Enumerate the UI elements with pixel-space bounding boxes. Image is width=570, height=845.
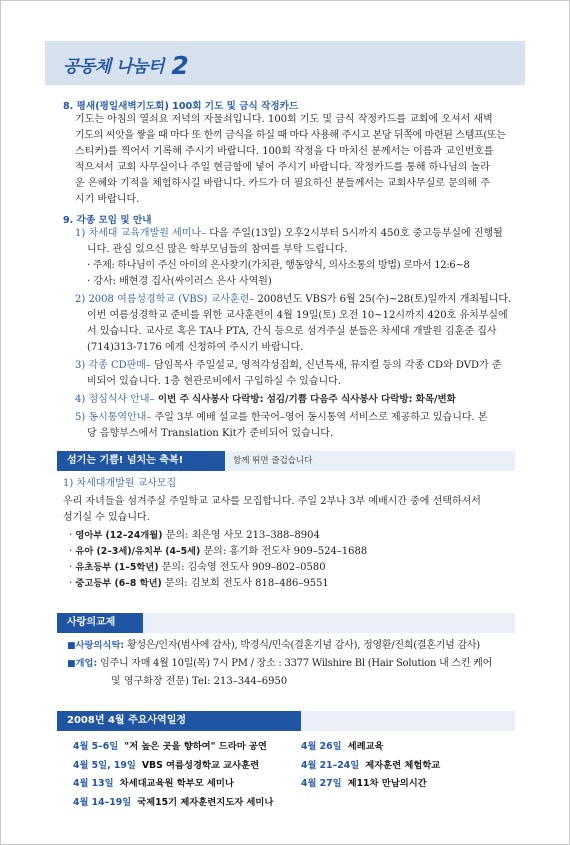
section-8-line: 적으셔서 교회 사무실이나 주일 현금함에 넣어 주시기 바랍니다. 작정카드를 통해 하나님의 놀라: [75, 162, 490, 173]
love-text: 황성은/인자(범사에 감사), 박경식/민숙(결혼기념 감사), 정영환/진희(결혼기념 감사): [124, 640, 480, 651]
schedule-event: 차세대교육원 학부모 세미나: [119, 778, 234, 789]
item-1: [75, 226, 511, 242]
item-5-line: 당 음향부스에서 Translation Kit가 준비되어 있습니다.: [87, 428, 334, 439]
schedule-left-col: [73, 738, 273, 812]
item-2-line: 서 있습니다. 교사로 혹은 TA나 PTA, 간식 등으로 섬겨주실 분들은 차세대 개발원 김훈준 집사: [87, 326, 497, 337]
serve-body: [63, 476, 481, 592]
title-number: 2: [171, 51, 189, 80]
serve-line: 섬기실 수 있습니다.: [63, 512, 150, 523]
schedule-event: "저 높은 곳을 향하여" 드라마 공연: [124, 741, 267, 752]
love-label: 사랑의식탁:: [75, 640, 125, 651]
schedule-row: [73, 794, 273, 813]
schedule-row: [73, 757, 273, 776]
section-8-line: 기도의 씨앗을 쌓을 때 마다 또 한끼 금식을 하실 때 마다 사용해 주시고 본당 뒤쪽에 마련된 스템프(또는: [75, 130, 506, 141]
serve-band-title: 섬기는 기쁨! 넘치는 축복!: [57, 451, 225, 471]
schedule-event: 제자훈련 체험학교: [365, 759, 441, 771]
item-1-line: 니다. 관심 있으신 많은 학부모님들의 참여를 부탁 드립니다.: [87, 244, 348, 255]
dept-contact: 문의: 최은영 사모 213–388–8904: [162, 530, 320, 541]
schedule-event: 국제15기 제자훈련지도자 세미나: [137, 796, 274, 808]
dept-row: · 중고등부 (6–8 학년) 문의: 김보희 전도사 818–486–9551: [69, 578, 329, 589]
love-body: [67, 637, 492, 690]
dept-name: 유아 (2–3세)/유치부 (4–5세): [75, 546, 201, 557]
schedule-row: [301, 738, 440, 757]
schedule-row: [301, 775, 440, 794]
schedule-row: [73, 738, 273, 757]
item-1-head: 1) 차세대 교육개발원 세미나–: [75, 228, 207, 239]
item-2-line: 이번 여름성경학교 준비를 위한 교사훈련이 4월 19일(토) 오전 10~12시까지 420호 유치부실에: [87, 310, 508, 321]
love-band-title: 사랑의교제: [57, 613, 143, 633]
item-1-line: 다음 주일(13일) 오후2시부터 5시까지 450호 중고등부실에 진행될: [206, 228, 503, 239]
item-4-head: 4) 점심식사 안내–: [75, 394, 155, 405]
schedule-event: VBS 여름성경학교 교사훈련: [141, 759, 260, 771]
item-3-line: 담임목사 주일설교, 영적각성집회, 신년특새, 뮤지컬 등의 각종 CD와 DVD가 준: [150, 360, 502, 371]
item-4-text: 이번 주 식사봉사 다락방: 섬김/기쁨 다음주 식사봉사 다락방: 화목/변화: [154, 394, 456, 405]
schedule-band-title: 2008년 4월 주요사역일정: [57, 711, 301, 731]
item-2: [75, 292, 511, 308]
schedule-date: 4월 27일: [301, 778, 342, 789]
item-4: [75, 392, 511, 408]
schedule-date: 4월 5일, 19일: [73, 759, 136, 771]
love-row: [67, 637, 492, 655]
schedule-right-col: [301, 738, 440, 794]
item-2-line: 2008년도 VBS가 6월 25(수)~28(토)일까지 개최됩니다.: [254, 294, 512, 305]
item-5: [75, 410, 511, 426]
schedule-date: 4월 5–6일: [73, 741, 119, 752]
title-text: 공동체 나눔터: [63, 57, 164, 77]
love-label: 개업:: [75, 658, 98, 669]
section-9-body: [75, 226, 511, 442]
schedule-date: 4월 14–19일: [73, 796, 132, 808]
dept-contact: 문의: 김숙영 전도사 909–802–0580: [158, 562, 326, 573]
item-1-line: · 주제: 하나님이 주신 아이의 은사찾기(가치관, 행동양식, 의사소통의 방법) 로마서 12:6~8: [87, 260, 470, 271]
item-2-head: 2) 2008 여름성경학교 (VBS) 교사훈련–: [75, 294, 255, 305]
page-title: [63, 49, 188, 78]
schedule-event: 세례교육: [347, 741, 384, 752]
section-8-line: 기도는 아침의 열쇠요 저녁의 자물쇠입니다. 100회 기도 및 금식 작정카드를 교회에 오셔서 새벽: [75, 114, 493, 125]
section-9-heading: 9. 각종 모임 및 안내: [63, 215, 152, 226]
schedule-date: 4월 26일: [301, 741, 342, 752]
love-row: [67, 673, 492, 690]
section-8-line: 스티커)를 찍어서 기록해 주시기 바랍니다. 100회 작정을 다 마치신 분께서는 이름과 교인번호를: [75, 146, 494, 157]
dept-name: 영아부 (12–24개월): [75, 530, 163, 541]
dept-row: · 영아부 (12–24개월) 문의: 최은영 사모 213–388–8904: [69, 530, 320, 541]
dept-contact: 문의: 김보희 전도사 818–486–9551: [161, 578, 329, 589]
item-3-head: 3) 각종 CD판매–: [75, 360, 151, 371]
serve-band-subtitle: 함께 뛰면 즐겁습니다: [233, 456, 313, 466]
item-2-line: (714)313-7176 에게 신청하여 주시기 바랍니다.: [87, 342, 304, 353]
love-row: [67, 655, 492, 673]
serve-line: 우리 자녀들을 섬겨주실 주일학교 교사를 모집합니다. 주일 2부나 3부 예배시간 중에 선택하셔서: [63, 496, 481, 507]
dept-row: · 유초등부 (1–5학년) 문의: 김숙영 전도사 909–802–0580: [69, 562, 326, 573]
item-3: [75, 358, 511, 374]
serve-item-head: 1) 차세대개발원 교사모집: [63, 478, 177, 489]
square-bullet-icon: ■: [67, 659, 76, 669]
dept-contact: 문의: 홍기화 전도사 909–524–1688: [200, 546, 368, 557]
schedule-event: 제11차 만남의시간: [347, 778, 427, 789]
section-8-body: [75, 112, 506, 208]
dept-name: 중고등부 (6–8 학년): [75, 578, 162, 589]
item-5-line: 주일 3부 예배 설교를 한국어–영어 동시통역 서비스로 제공하고 있습니다. 본: [151, 412, 488, 423]
item-1-line: · 강사: 배현경 집사(싸이러스 은사 사역원): [87, 276, 272, 287]
item-3-line: 비되어 있습니다. 1층 현관로비에서 구입하실 수 있습니다.: [87, 376, 341, 387]
square-bullet-icon: ■: [67, 641, 76, 651]
schedule-date: 4월 13일: [73, 778, 114, 789]
love-text: 및 영구화장 전문) Tel: 213–344–6950: [111, 676, 288, 687]
item-5-head: 5) 동시통역안내–: [75, 412, 152, 423]
love-text: 임주니 자매 4월 10일(목) 7시 PM / 장소 : 3377 Wilshire Bl (Hair Solution 내 스킨 케어: [97, 658, 492, 669]
section-8-heading: 8. 평새(평일새벽기도회) 100회 기도 및 금식 작정카드: [63, 101, 299, 112]
dept-row: · 유아 (2–3세)/유치부 (4–5세) 문의: 홍기화 전도사 909–524–1688: [69, 546, 368, 557]
schedule-row: [301, 757, 440, 776]
section-8-line: 시기 바랍니다.: [75, 194, 140, 205]
dept-name: 유초등부 (1–5학년): [75, 562, 159, 573]
schedule-row: [73, 775, 273, 794]
schedule-date: 4월 21–24일: [301, 759, 360, 771]
section-8-line: 운 은혜와 기적을 체험하시길 바랍니다. 카드가 더 필요하신 분들께서는 교회사무실로 문의해 주: [75, 178, 490, 189]
